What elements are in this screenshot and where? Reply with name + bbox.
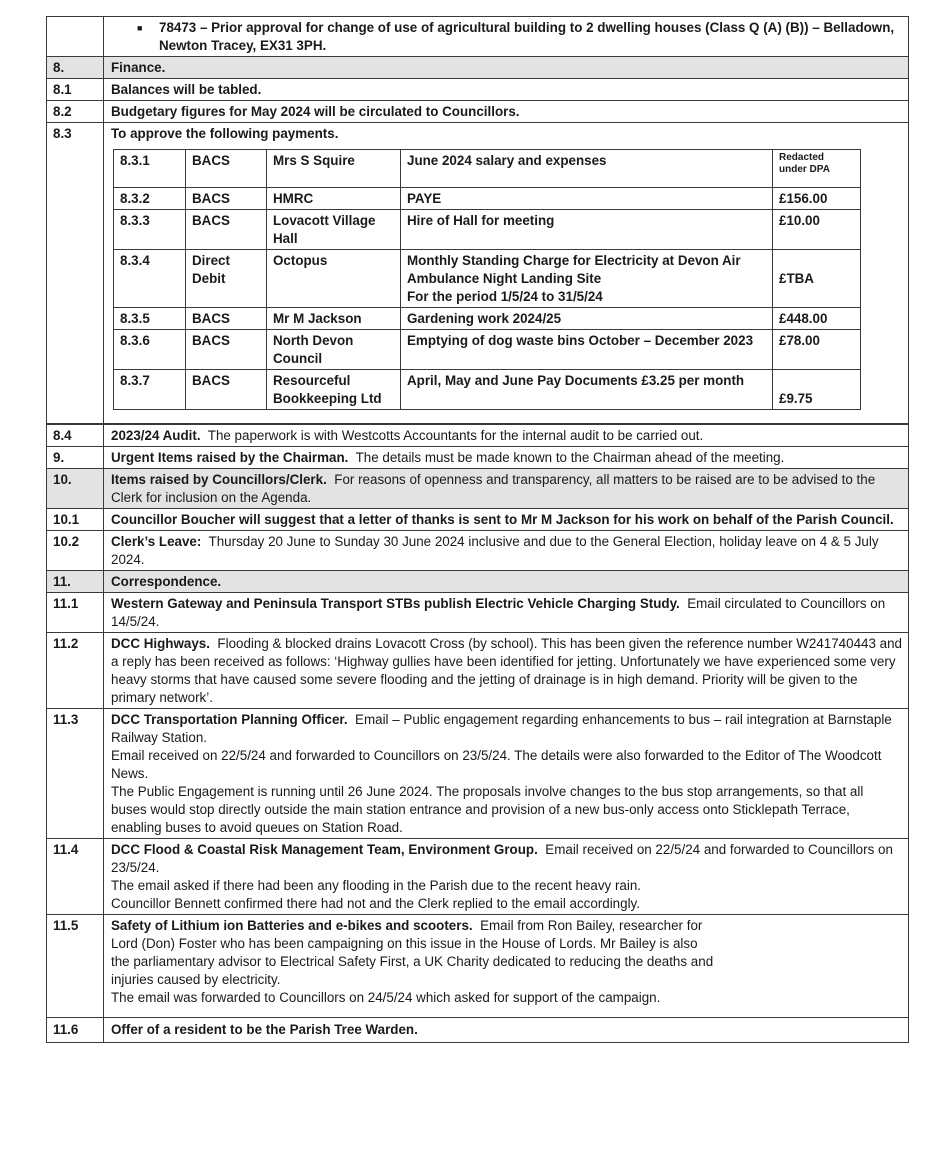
- payment-payee: Lovacott Village Hall: [267, 210, 401, 250]
- item-line: the parliamentary advisor to Electrical Safety First, a UK Charity dedicated to reducing the deaths and: [111, 954, 714, 969]
- agenda-row-8: [47, 57, 909, 79]
- item-number: 8.: [47, 57, 104, 79]
- item-heading: Finance.: [104, 57, 909, 79]
- payment-amount: £78.00: [773, 330, 861, 370]
- item-text: Flooding & blocked drains Lovacott Cross (by school). This has been given the reference number W241740443 and a reply has been received as follows: ‘Highway gullies have been identified for jetting. Unfortunately we have experienced some very heavy storms that have caused some severe flooding and the jetting of drainage is in high demand. Priority will be given to the primary network’.: [111, 636, 902, 705]
- item-title: Clerk’s Leave:: [111, 534, 202, 549]
- agenda-row-planning-continued: [47, 17, 909, 57]
- agenda-row-11-4: [47, 839, 909, 915]
- payment-row: [114, 150, 861, 188]
- item-text: Email from Ron Bailey, researcher for: [480, 918, 703, 933]
- payment-payee: Resourceful Bookkeeping Ltd: [267, 370, 401, 410]
- item-text: Email – Public engagement regarding enhancements to bus – rail integration at Barnstaple Railway Station.: [111, 712, 892, 745]
- item-number: 11.2: [47, 633, 104, 709]
- payment-amount: Redacted under DPA: [773, 150, 861, 188]
- agenda-table: [46, 16, 909, 1043]
- payment-row: [114, 370, 861, 410]
- payment-row: [114, 308, 861, 330]
- agenda-row-10-2: [47, 531, 909, 571]
- item-number: 11.6: [47, 1018, 104, 1043]
- item-number: 8.1: [47, 79, 104, 101]
- item-text: Thursday 20 June to Sunday 30 June 2024 inclusive and due to the General Election, holiday leave on 4 & 5 July 2024.: [111, 534, 879, 567]
- payment-ref: 8.3.3: [114, 210, 186, 250]
- item-title: Western Gateway and Peninsula Transport STBs publish Electric Vehicle Charging Study.: [111, 596, 680, 611]
- agenda-row-8-2: [47, 101, 909, 123]
- item-title: Safety of Lithium ion Batteries and e-bikes and scooters.: [111, 918, 473, 933]
- agenda-row-11: [47, 571, 909, 593]
- payment-description: PAYE: [401, 188, 773, 210]
- item-title: Urgent Items raised by the Chairman.: [111, 450, 349, 465]
- item-paragraph: Email received on 22/5/24 and forwarded to Councillors on 23/5/24. The details were also forwarded to the Editor of The Woodcott News.: [111, 748, 882, 781]
- item-number: 9.: [47, 447, 104, 469]
- item-number: 11.: [47, 571, 104, 593]
- payment-period-line: For the period 1/5/24 to 31/5/24: [407, 289, 603, 304]
- agenda-row-11-6: [47, 1018, 909, 1043]
- payment-row: [114, 330, 861, 370]
- item-number: 11.5: [47, 915, 104, 1018]
- planning-application-text: 78473 – Prior approval for change of use of agricultural building to 2 dwelling houses (Class Q (A) (B)) – Belladown, Newton Tracey, EX31 3PH.: [159, 20, 895, 53]
- payment-method: BACS: [186, 308, 267, 330]
- item-line: Lord (Don) Foster who has been campaigning on this issue in the House of Lords. Mr Bailey is also: [111, 936, 698, 951]
- square-bullet-icon: ■: [137, 23, 143, 33]
- payment-method: BACS: [186, 370, 267, 410]
- planning-application-bullet: [111, 19, 902, 55]
- payments-table: [113, 149, 861, 410]
- item-title: DCC Highways.: [111, 636, 210, 651]
- payment-description: Emptying of dog waste bins October – December 2023: [401, 330, 773, 370]
- item-text: For reasons of openness and transparency, all matters to be raised are to be advised to the Clerk for inclusion on the Agenda.: [111, 472, 876, 505]
- item-line: injuries caused by electricity.: [111, 972, 281, 987]
- payment-method: BACS: [186, 188, 267, 210]
- payment-payee: HMRC: [267, 188, 401, 210]
- item-number: 10.1: [47, 509, 104, 531]
- payment-ref: 8.3.1: [114, 150, 186, 188]
- payment-amount: £156.00: [773, 188, 861, 210]
- payment-payee: Mr M Jackson: [267, 308, 401, 330]
- payment-payee: Mrs S Squire: [267, 150, 401, 188]
- payment-ref: 8.3.2: [114, 188, 186, 210]
- payment-ref: 8.3.5: [114, 308, 186, 330]
- payment-description: June 2024 salary and expenses: [401, 150, 773, 188]
- item-paragraph: The Public Engagement is running until 26 June 2024. The proposals involve changes to the bus stop arrangements, so that all buses would stop directly outside the main station entrance and provision of a new bus-only access onto Sticklepath Terrace, enabling buses to avoid queues on Station Road.: [111, 784, 864, 835]
- agenda-row-10-1: [47, 509, 909, 531]
- payment-method: BACS: [186, 150, 267, 188]
- item-text: Balances will be tabled.: [104, 79, 909, 101]
- agenda-row-10: [47, 469, 909, 509]
- item-heading: Correspondence.: [104, 571, 909, 593]
- payment-description: Hire of Hall for meeting: [401, 210, 773, 250]
- item-number: 11.4: [47, 839, 104, 915]
- item-number: 10.: [47, 469, 104, 509]
- item-text: Budgetary figures for May 2024 will be circulated to Councillors.: [104, 101, 909, 123]
- payment-row: [114, 188, 861, 210]
- item-paragraph: Councillor Bennett confirmed there had not and the Clerk replied to the email accordingly.: [111, 896, 640, 911]
- item-text: Councillor Boucher will suggest that a letter of thanks is sent to Mr M Jackson for his work on behalf of the Parish Council.: [104, 509, 909, 531]
- item-number: 8.4: [47, 424, 104, 447]
- item-title: Items raised by Councillors/Clerk.: [111, 472, 327, 487]
- item-number: 11.3: [47, 709, 104, 839]
- payment-description: April, May and June Pay Documents £3.25 per month: [401, 370, 773, 410]
- item-text: To approve the following payments.: [111, 126, 339, 141]
- payment-method: BACS: [186, 330, 267, 370]
- item-title: DCC Transportation Planning Officer.: [111, 712, 348, 727]
- item-text: Email received on 22/5/24 and forwarded to Councillors on 23/5/24.: [111, 842, 893, 875]
- payment-amount: £448.00: [773, 308, 861, 330]
- item-paragraph: The email was forwarded to Councillors on 24/5/24 which asked for support of the campaign.: [111, 990, 661, 1005]
- agenda-row-8-4: [47, 424, 909, 447]
- payment-description: Gardening work 2024/25: [401, 308, 773, 330]
- payment-payee: Octopus: [267, 250, 401, 308]
- payment-ref: 8.3.6: [114, 330, 186, 370]
- payment-payee: North Devon Council: [267, 330, 401, 370]
- item-number: 8.2: [47, 101, 104, 123]
- item-number: 8.3: [47, 123, 104, 425]
- item-number: 11.1: [47, 593, 104, 633]
- agenda-row-11-5: [47, 915, 909, 1018]
- agenda-row-8-1: [47, 79, 909, 101]
- item-paragraph: The email asked if there had been any flooding in the Parish due to the recent heavy rain.: [111, 878, 642, 893]
- payment-ref: 8.3.7: [114, 370, 186, 410]
- item-text: Email circulated to Councillors on 14/5/24.: [111, 596, 886, 629]
- item-title: DCC Flood & Coastal Risk Management Team, Environment Group.: [111, 842, 538, 857]
- payment-description: [401, 250, 773, 308]
- agenda-row-11-3: [47, 709, 909, 839]
- payment-description-line: Monthly Standing Charge for Electricity at Devon Air Ambulance Night Landing Site: [407, 253, 741, 286]
- item-number-empty: [47, 17, 104, 57]
- agenda-row-9: [47, 447, 909, 469]
- item-text: The details must be made known to the Chairman ahead of the meeting.: [355, 450, 785, 465]
- agenda-row-11-1: [47, 593, 909, 633]
- item-text: Offer of a resident to be the Parish Tree Warden.: [104, 1018, 909, 1043]
- payment-row: [114, 250, 861, 308]
- payment-row: [114, 210, 861, 250]
- payment-amount: £TBA: [773, 250, 861, 308]
- payment-method: BACS: [186, 210, 267, 250]
- item-text: The paperwork is with Westcotts Accountants for the internal audit to be carried out.: [207, 428, 704, 443]
- agenda-row-11-2: [47, 633, 909, 709]
- item-number: 10.2: [47, 531, 104, 571]
- payment-amount: £9.75: [773, 370, 861, 410]
- payment-ref: 8.3.4: [114, 250, 186, 308]
- payment-amount: £10.00: [773, 210, 861, 250]
- agenda-row-8-3: [47, 123, 909, 425]
- payment-method: Direct Debit: [186, 250, 267, 308]
- item-title: 2023/24 Audit.: [111, 428, 201, 443]
